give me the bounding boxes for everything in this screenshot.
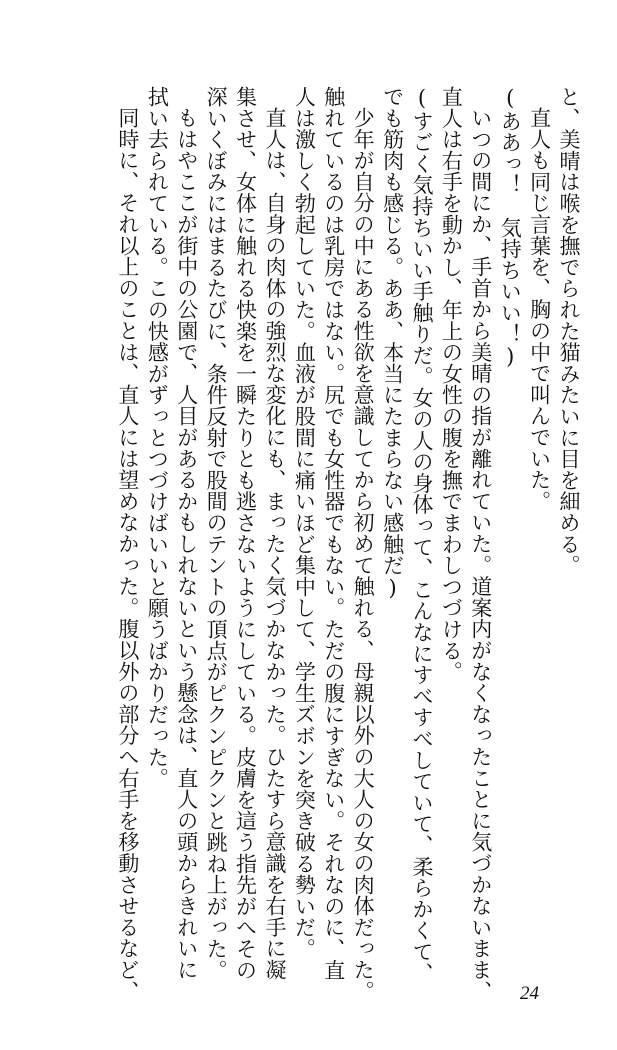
text-line: (すごく気持ちいい手触りだ。女の人の身体って、こんなにすべすべしていて、柔らかくて、: [409, 86, 434, 984]
text-line: 集させ、女体に触れる快楽を一瞬たりとも逃さないようにしている。皮膚を這う指先がへその: [233, 86, 258, 981]
page-number: 24: [520, 983, 539, 1004]
text-line: 少年が自分の中にある性欲を意識してから初めて触れる、母親以外の大人の女の肉体だった。: [351, 107, 376, 1002]
text-line: 直人は右手を動かし、年上の女性の腹を撫でまわしつづける。: [439, 86, 464, 683]
text-line: 拭い去られている。この快感がずっとつづけばいいと願うばかりだった。: [145, 86, 170, 789]
text-line: 直人は、自身の肉体の強烈な変化にも、まったく気づかなかった。ひたすら意識を右手に凝: [262, 107, 287, 981]
text-line: 同時に、それ以上のことは、直人には望めなかった。腹以外の部分へ右手を移動させるなど、: [115, 107, 140, 1002]
text-line: 直人も同じ言葉を、胸の中で叫んでいた。: [527, 107, 552, 512]
text-line: 人は激しく勃起していた。血液が股間に痛いほど集中して、学生ズボンを突き破る勢いだ。: [292, 86, 317, 960]
text-line: いつの間にか、手首から美晴の指が離れていた。道案内がなくなったことに気づかないまま、: [468, 107, 493, 1002]
text-line: 深いくぼみにはまるたびに、条件反射で股間のテントの頂点がピクンピクンと跳ね上がった。: [204, 86, 229, 981]
text-line: 触れているのは乳房ではない。尻でも女性器でもない。ただの腹にすぎない。それなのに、直: [321, 86, 346, 981]
text-line: もはやここが街中の公園で、人目があるかもしれないという懸念は、直人の頭からきれいに: [174, 107, 199, 981]
text-line: と、美晴は喉を撫でられた猫みたいに目を細める。: [557, 86, 581, 576]
text-line: でも筋肉も感じる。ああ、本当にたまらない感触だ): [380, 86, 405, 601]
text-line: (ああっ！ 気持ちいい！): [498, 86, 523, 369]
